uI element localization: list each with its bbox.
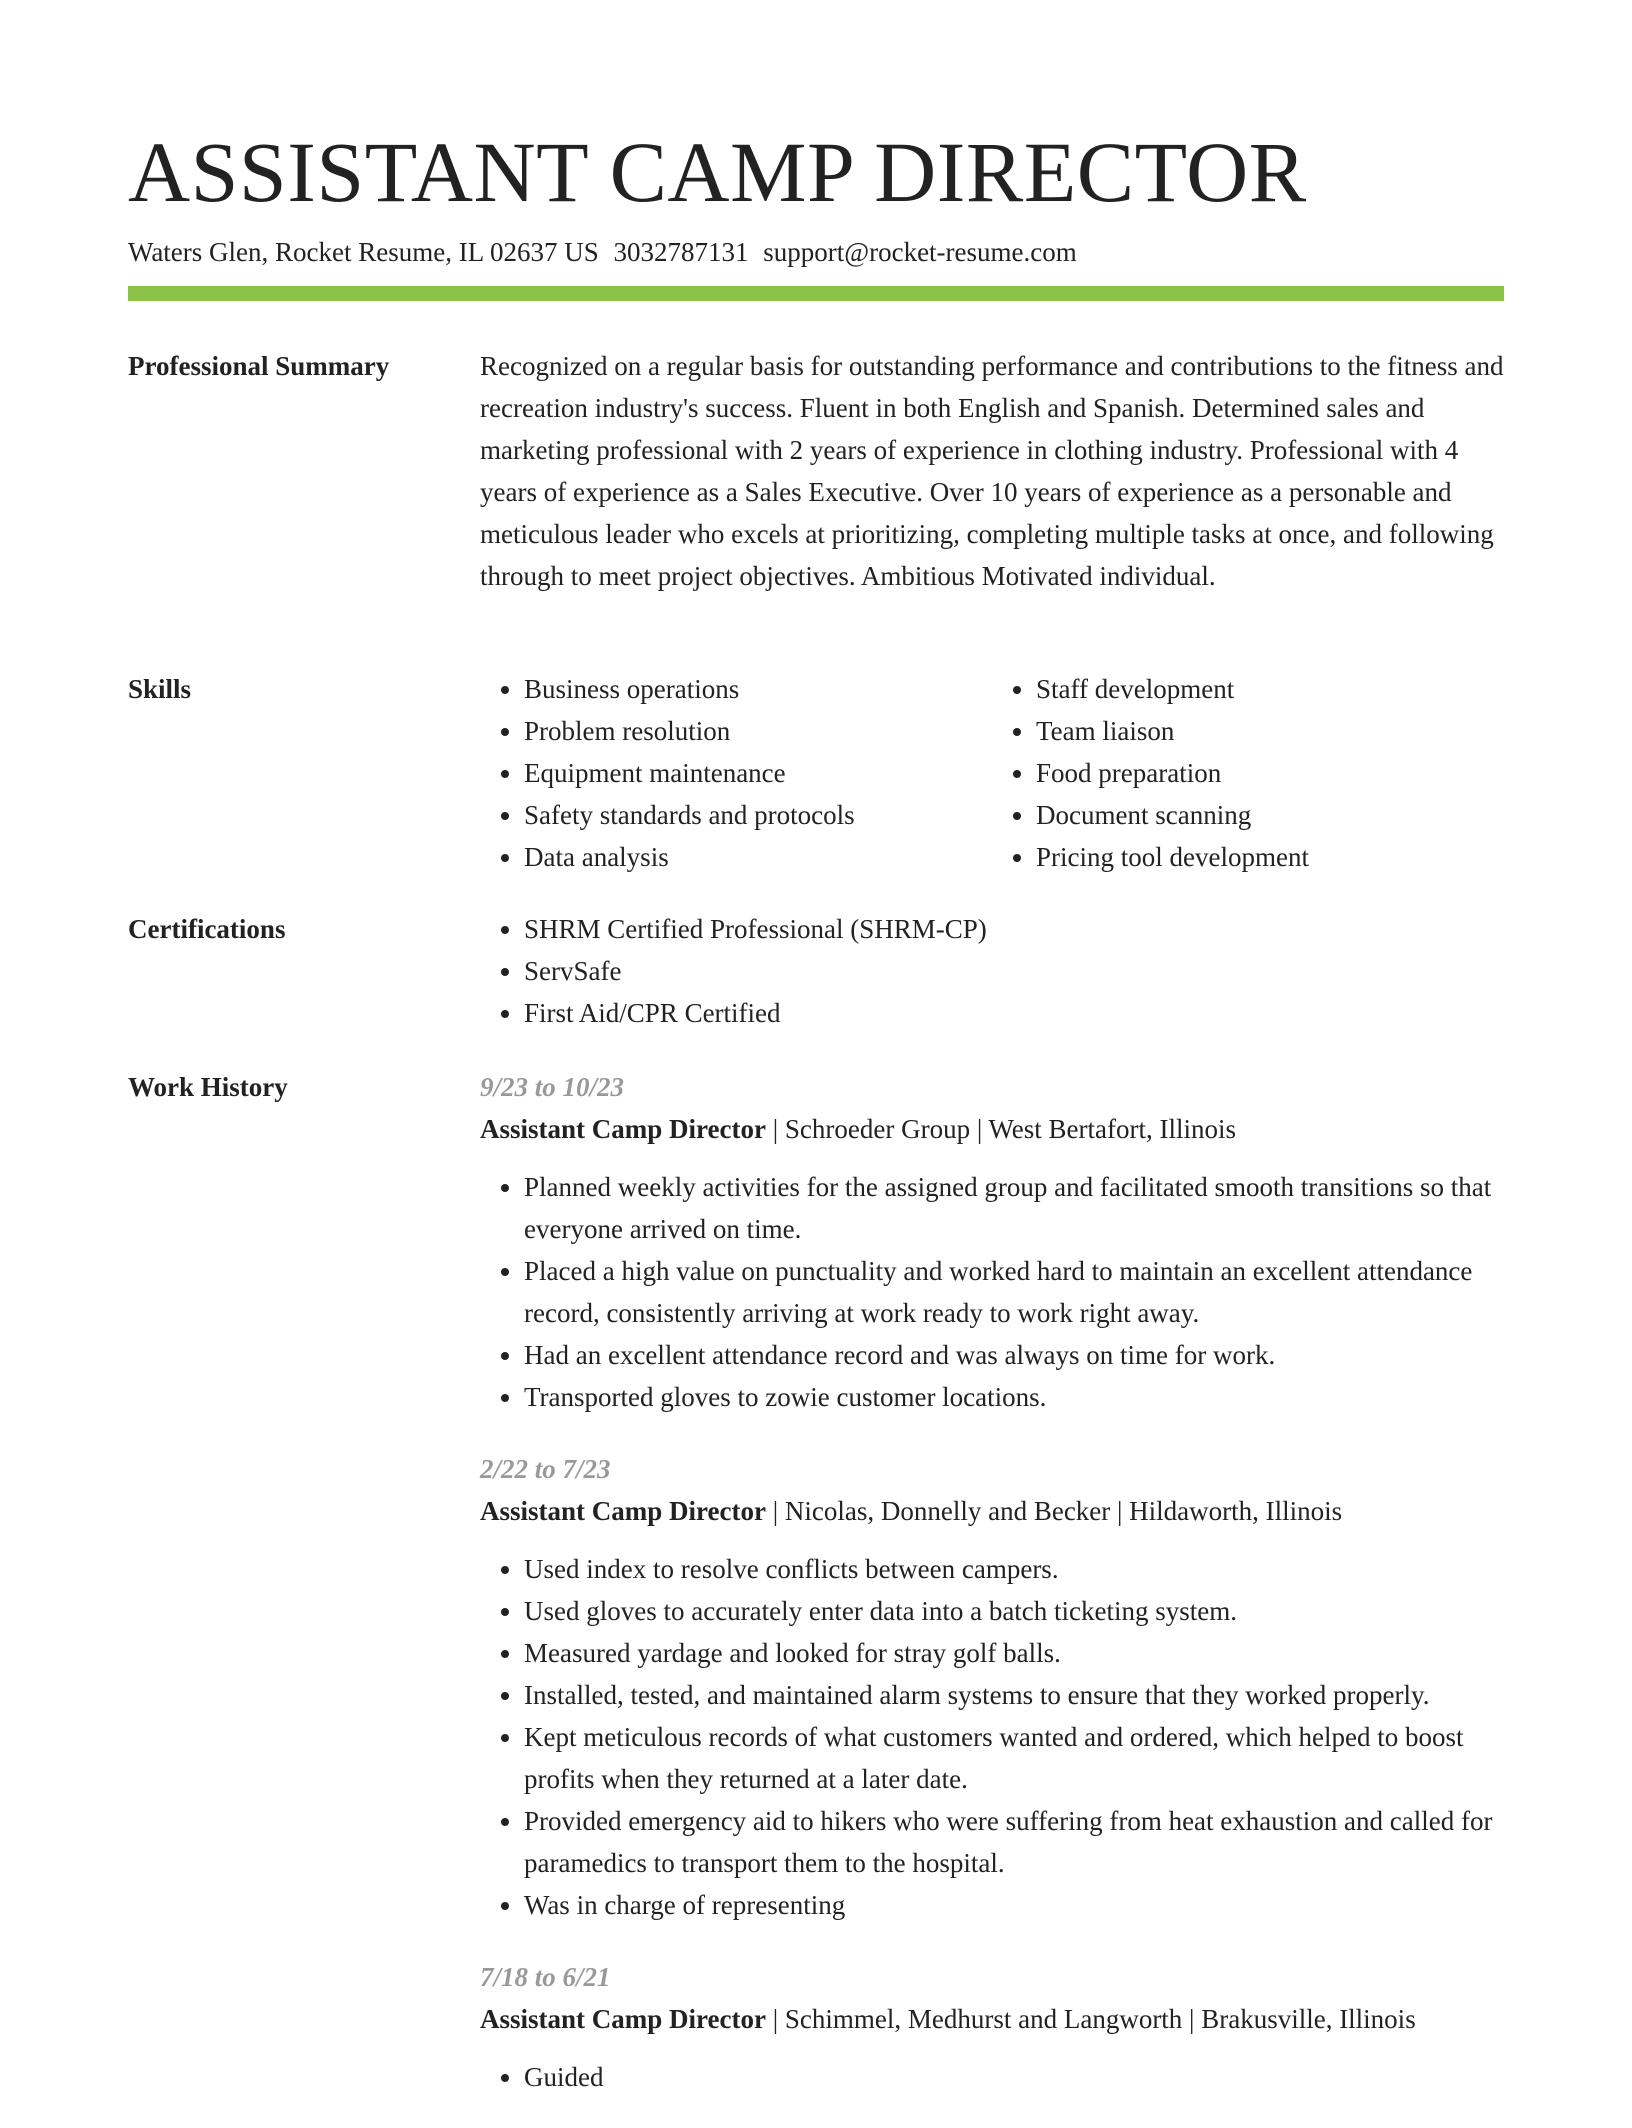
job-dates: 2/22 to 7/23 (480, 1454, 611, 1484)
job-bullet: • Planned weekly activities for the assigned group and facilitated smooth transitions so that everyone arrived on time. (524, 1166, 1504, 1250)
job-title-line (480, 1108, 1504, 1150)
section-heading-work-history: Work History (128, 1072, 288, 1102)
contact-line (128, 234, 1504, 270)
skill-item: • Safety standards and protocols (524, 794, 992, 836)
job-bullet: • Guided (524, 2056, 1504, 2098)
job-details: | Schroeder Group | West Bertafort, Illinois (765, 1114, 1237, 1144)
certification-item: • First Aid/CPR Certified (524, 992, 1504, 1034)
skills-list-right (992, 668, 1504, 878)
skill-item: • Pricing tool development (1036, 836, 1504, 878)
certification-item: • SHRM Certified Professional (SHRM-CP) (524, 908, 1504, 950)
job-title-line (480, 1998, 1504, 2040)
job-bullet: • Measured yardage and looked for stray golf balls. (524, 1632, 1504, 1674)
skill-item: • Document scanning (1036, 794, 1504, 836)
job-bullet: • Provided emergency aid to hikers who were suffering from heat exhaustion and called for paramedics to transport them to the hospital. (524, 1800, 1504, 1884)
job-bullet: • Kept meticulous records of what customers wanted and ordered, which helped to boost profits when they returned at a later date. (524, 1716, 1504, 1800)
section-heading-certifications: Certifications (128, 914, 286, 944)
job-entry (480, 1956, 1504, 2098)
job-bullet: • Installed, tested, and maintained alarm systems to ensure that they worked properly. (524, 1674, 1504, 1716)
skill-item: • Team liaison (1036, 710, 1504, 752)
job-details: | Nicolas, Donnelly and Becker | Hildaworth, Illinois (765, 1496, 1343, 1526)
job-bullet: • Had an excellent attendance record and was always on time for work. (524, 1334, 1504, 1376)
accent-divider (128, 286, 1504, 301)
section-heading-summary: Professional Summary (128, 351, 390, 381)
certifications-list (480, 908, 1504, 1034)
contact-phone: 3032787131 (613, 237, 749, 267)
certification-item: • ServSafe (524, 950, 1504, 992)
job-role: Assistant Camp Director (480, 1114, 766, 1144)
job-bullet: • Used gloves to accurately enter data into a batch ticketing system. (524, 1590, 1504, 1632)
skill-item: • Business operations (524, 668, 992, 710)
skills-list-left (480, 668, 992, 878)
job-bullet: • Placed a high value on punctuality and worked hard to maintain an excellent attendance record, consistently arriving at work ready to work right away. (524, 1250, 1504, 1334)
resume-header (128, 118, 1504, 270)
skill-item: • Equipment maintenance (524, 752, 992, 794)
job-bullet: • Was in charge of representing (524, 1884, 1504, 1926)
resume-title: ASSISTANT CAMP DIRECTOR (128, 124, 1307, 220)
skill-item: • Data analysis (524, 836, 992, 878)
job-role: Assistant Camp Director (480, 1496, 766, 1526)
section-heading-skills: Skills (128, 674, 192, 704)
job-dates: 9/23 to 10/23 (480, 1072, 625, 1102)
contact-email: support@rocket-resume.com (763, 237, 1077, 267)
job-entry (480, 1066, 1504, 1418)
job-bullets (480, 1548, 1504, 1926)
job-dates: 7/18 to 6/21 (480, 1962, 611, 1992)
skills-columns (480, 668, 1504, 878)
skill-item: • Staff development (1036, 668, 1504, 710)
work-history-body (480, 1066, 1504, 2128)
job-bullets (480, 1166, 1504, 1418)
job-title-line (480, 1490, 1504, 1532)
job-bullets (480, 2056, 1504, 2098)
job-bullet: • Used index to resolve conflicts between campers. (524, 1548, 1504, 1590)
contact-address: Waters Glen, Rocket Resume, IL 02637 US (128, 237, 599, 267)
skill-item: • Problem resolution (524, 710, 992, 752)
summary-text: Recognized on a regular basis for outstanding performance and contributions to the fitness and recreation industry's success. Fluent in both English and Spanish. Determined sales and marketing professional with 2 years of experience in clothing industry. Professional with 4 years of experience as a Sales Executive. Over 10 years of experience as a personable and meticulous leader who excels at prioritizing, completing multiple tasks at once, and following through to meet project objectives. Ambitious Motivated individual. (480, 351, 1504, 591)
job-details: | Schimmel, Medhurst and Langworth | Brakusville, Illinois (765, 2004, 1416, 2034)
job-role: Assistant Camp Director (480, 2004, 766, 2034)
job-bullet: • Transported gloves to zowie customer locations. (524, 1376, 1504, 1418)
certifications-body (480, 908, 1504, 1034)
job-entry (480, 1448, 1504, 1926)
skill-item: • Food preparation (1036, 752, 1504, 794)
